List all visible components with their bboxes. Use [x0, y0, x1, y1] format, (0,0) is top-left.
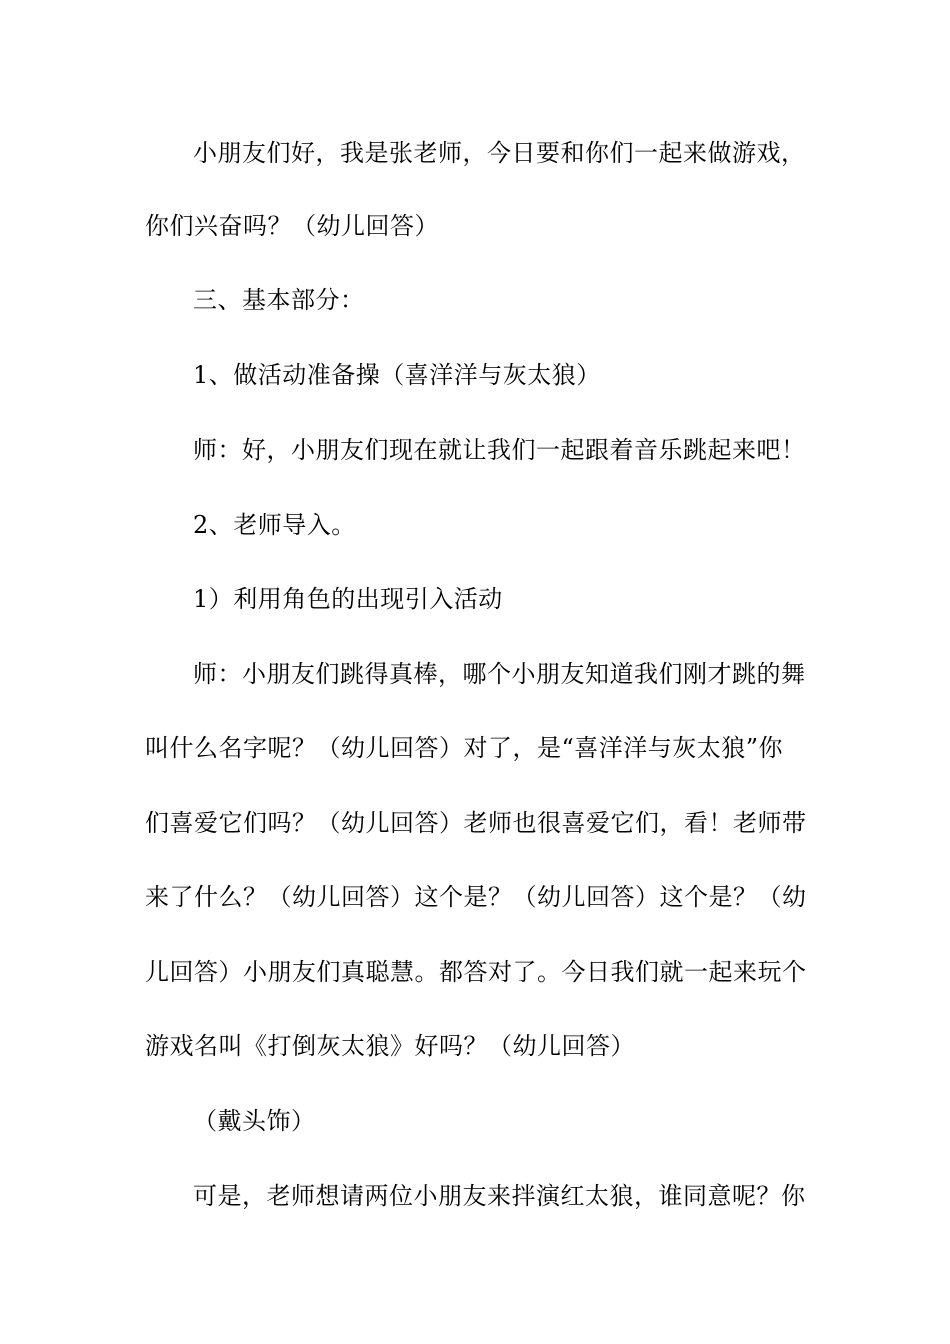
text-line-10: 们喜爱它们吗？（幼儿回答）老师也很喜爱它们，看！老师带 — [145, 809, 807, 837]
text-line-4: 1、做活动准备操（喜洋洋与灰太狼） — [193, 361, 601, 389]
text-line-11: 来了什么？（幼儿回答）这个是？（幼儿回答）这个是？（幼 — [145, 883, 807, 911]
text-line-1: 小朋友们好，我是张老师，今日要和你们一起来做游戏， — [193, 139, 806, 167]
text-line-5: 师：好，小朋友们现在就让我们一起跟着音乐跳起来吧！ — [193, 436, 806, 464]
text-line-6: 2、老师导入。 — [193, 511, 356, 539]
text-line-9: 叫什么名字呢？（幼儿回答）对了，是“喜洋洋与灰太狼”你 — [145, 734, 784, 762]
text-line-7: 1）利用角色的出现引入活动 — [193, 585, 503, 613]
text-line-2: 你们兴奋吗？（幼儿回答） — [145, 212, 439, 240]
text-line-13: 游戏名叫《打倒灰太狼》好吗？（幼儿回答） — [145, 1032, 635, 1060]
text-line-8: 师：小朋友们跳得真棒，哪个小朋友知道我们刚才跳的舞 — [193, 660, 806, 688]
text-line-15: 可是，老师想请两位小朋友来拌演红太狼，谁同意呢？你 — [193, 1182, 806, 1210]
text-line-12: 儿回答）小朋友们真聪慧。都答对了。今日我们就一起来玩个 — [145, 958, 807, 986]
text-line-14: （戴头饰） — [193, 1107, 316, 1135]
text-line-3: 三、基本部分： — [193, 286, 365, 314]
